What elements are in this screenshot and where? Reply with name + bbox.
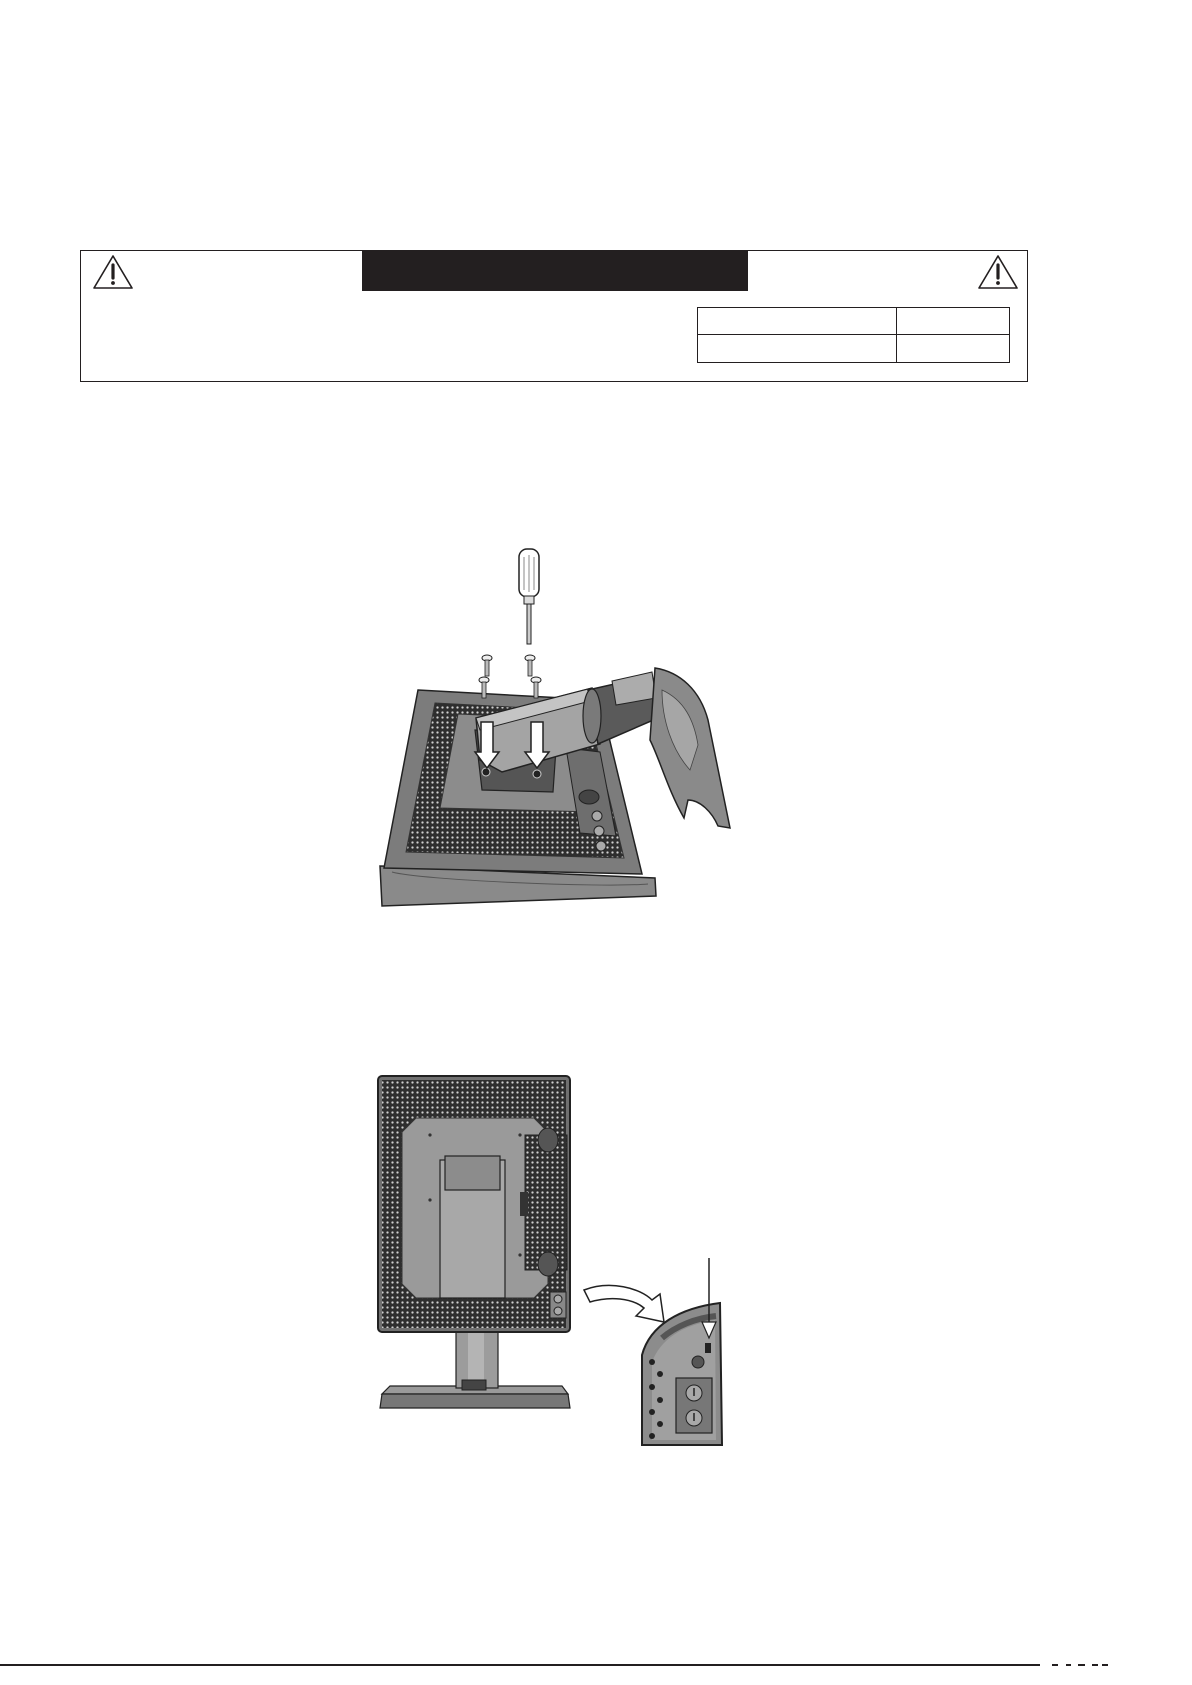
vent-hole	[649, 1359, 655, 1365]
connector-round	[692, 1356, 704, 1368]
table-cell	[897, 308, 1010, 335]
vent-hole	[649, 1384, 655, 1390]
stand-foot	[380, 1394, 570, 1408]
screw-dot	[518, 1133, 521, 1136]
security-slot	[705, 1343, 711, 1353]
stand-attachment-figure	[370, 540, 740, 915]
connector-oval	[538, 1252, 558, 1276]
side-slot	[520, 1192, 528, 1216]
stand-hinge-block	[445, 1156, 500, 1190]
connector-port	[594, 826, 604, 836]
port	[554, 1307, 562, 1315]
pointer-arrow-icon	[702, 1258, 716, 1338]
page-edge-mark	[1102, 1664, 1108, 1666]
bottom-rule	[0, 1664, 1040, 1666]
vent-hole	[657, 1421, 663, 1427]
screw-dot	[428, 1133, 431, 1136]
connector-port	[596, 841, 606, 851]
warning-icon	[92, 254, 134, 290]
table-cell	[698, 335, 897, 363]
screw-dot	[428, 1198, 431, 1201]
warning-icon	[977, 254, 1019, 290]
stand-knob	[462, 1380, 486, 1390]
page-edge-mark	[1092, 1664, 1098, 1666]
screw-hole	[533, 770, 541, 778]
vent-hole	[657, 1371, 663, 1377]
page-edge-mark	[1066, 1664, 1071, 1666]
vent-hole	[649, 1433, 655, 1439]
hinge-end	[583, 689, 601, 743]
vent-hole	[649, 1409, 655, 1415]
port	[554, 1295, 562, 1303]
screwdriver-icon	[519, 549, 539, 644]
caution-table	[697, 307, 1010, 363]
page-edge-mark	[1052, 1664, 1058, 1666]
table-row	[698, 335, 1010, 363]
screw-icon	[482, 655, 492, 676]
connector-oval	[538, 1128, 558, 1152]
caution-box	[80, 250, 1028, 382]
table-row	[698, 308, 1010, 335]
vent-hole	[657, 1397, 663, 1403]
screw-dot	[518, 1253, 521, 1256]
page-edge-mark	[1078, 1664, 1085, 1666]
table-cell	[698, 308, 897, 335]
curved-arrow-icon	[584, 1285, 664, 1322]
connector-panel	[525, 1135, 567, 1270]
screw-icon	[531, 677, 541, 698]
table-cell	[897, 335, 1010, 363]
screw-icon	[525, 655, 535, 676]
caution-header-bar	[362, 251, 748, 291]
monitor-rear	[378, 1076, 570, 1408]
connector-port	[592, 811, 602, 821]
screw-hole	[482, 768, 490, 776]
connector-oval	[579, 790, 599, 804]
rear-view-figure	[370, 1068, 730, 1453]
